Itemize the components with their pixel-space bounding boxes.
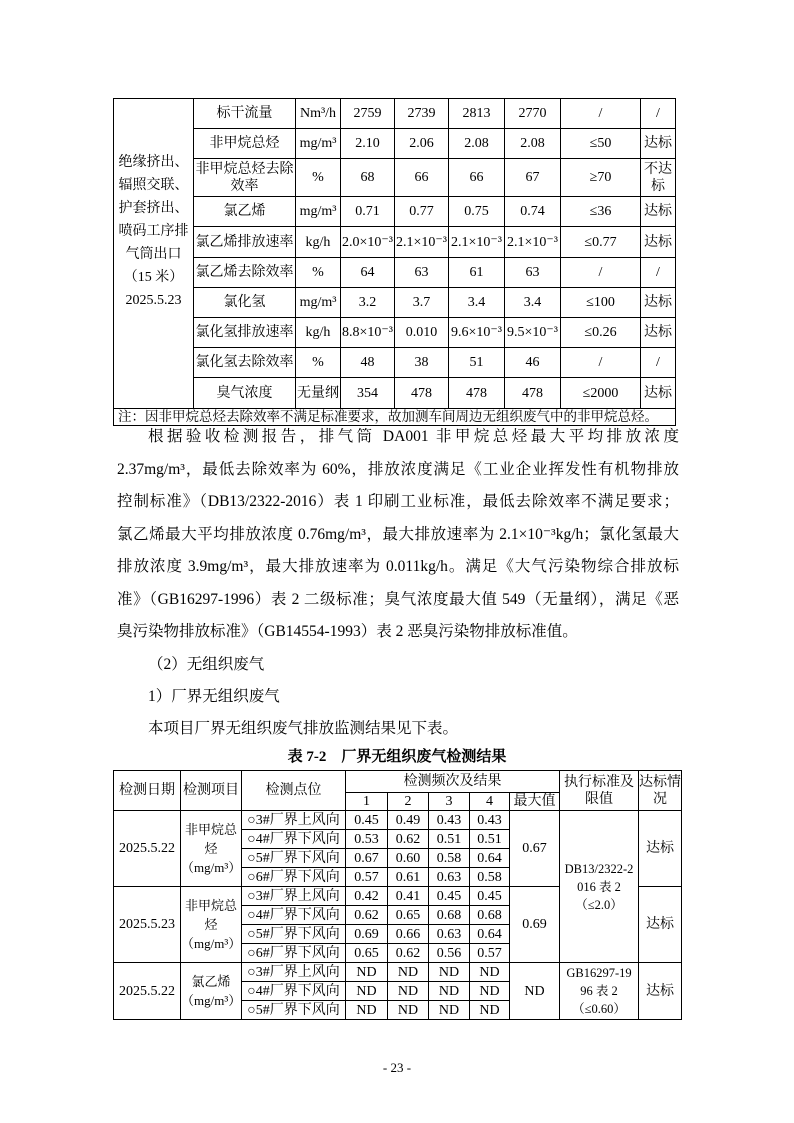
item-cell: 氯乙烯 （mg/m³） xyxy=(181,963,242,1020)
value-cell: 0.63 xyxy=(429,868,470,887)
standard-cell: ≥70 xyxy=(561,159,641,197)
value-cell: 0.60 xyxy=(388,849,429,868)
value-cell: 0.62 xyxy=(388,830,429,849)
point-cell: ○6#厂界下风向 xyxy=(242,944,346,963)
value-cell: 0.57 xyxy=(346,868,388,887)
max-cell: ND xyxy=(510,963,560,1020)
conclusion-paragraph xyxy=(117,421,679,649)
table-row xyxy=(114,159,676,197)
value-cell: 0.77 xyxy=(395,197,449,227)
conclusion-line: 臭污染物排放标准》（GB14554-1993）表 2 恶臭污染物排放标准值。 xyxy=(117,623,578,640)
unit-cell: % xyxy=(296,258,341,288)
standard-cell: ≤100 xyxy=(561,288,641,318)
point-cell: ○3#厂界上风向 xyxy=(242,887,346,906)
value-cell: 63 xyxy=(395,258,449,288)
value-cell: ND xyxy=(470,982,510,1001)
value-cell: 0.65 xyxy=(388,906,429,925)
monitoring-location-cell: 绝缘挤出、 辐照交联、 护套挤出、 喷码工序排 气筒出口 （15 米） 2025.5.23 xyxy=(114,99,194,409)
value-cell: 46 xyxy=(505,348,561,378)
point-cell: ○4#厂界下风向 xyxy=(242,982,346,1001)
date-cell: 2025.5.22 xyxy=(114,811,181,887)
section-heading: （2）无组织废气 xyxy=(148,656,265,673)
table-row xyxy=(114,99,676,129)
value-cell: 66 xyxy=(395,159,449,197)
unit-cell: % xyxy=(296,348,341,378)
value-cell: 0.64 xyxy=(470,925,510,944)
result-cell: 达标 xyxy=(639,811,682,887)
table-row xyxy=(114,811,682,830)
value-cell: 0.58 xyxy=(470,868,510,887)
boundary-emission-table xyxy=(113,770,682,1020)
value-cell: 0.65 xyxy=(346,944,388,963)
parameter-cell: 臭气浓度 xyxy=(194,378,296,409)
standard-cell: ≤0.77 xyxy=(561,227,641,258)
value-cell: 0.71 xyxy=(341,197,395,227)
value-cell: 0.62 xyxy=(346,906,388,925)
table-row xyxy=(114,378,676,409)
subsection-heading: 1）厂界无组织废气 xyxy=(148,688,280,705)
result-cell: 达标 xyxy=(639,887,682,963)
parameter-cell: 非甲烷总烃 xyxy=(194,129,296,159)
header-date: 检测日期 xyxy=(114,771,181,811)
value-cell: 9.6×10⁻³ xyxy=(449,318,505,348)
parameter-cell: 氯乙烯排放速率 xyxy=(194,227,296,258)
value-cell: 2770 xyxy=(505,99,561,129)
header-row xyxy=(114,771,682,793)
value-cell: 0.010 xyxy=(395,318,449,348)
table-row xyxy=(114,227,676,258)
value-cell: ND xyxy=(346,963,388,982)
value-cell: 2739 xyxy=(395,99,449,129)
table-row xyxy=(114,197,676,227)
value-cell: 3.4 xyxy=(449,288,505,318)
value-cell: 0.51 xyxy=(470,830,510,849)
value-cell: 0.74 xyxy=(505,197,561,227)
table-note: 注：因非甲烷总烃去除效率不满足标准要求，故加测车间周边无组织废气中的非甲烷总烃。 xyxy=(114,409,676,426)
value-cell: 2759 xyxy=(341,99,395,129)
value-cell: 478 xyxy=(449,378,505,409)
header-result: 达标情况 xyxy=(639,771,682,811)
parameter-cell: 氯化氢 xyxy=(194,288,296,318)
unit-cell: kg/h xyxy=(296,227,341,258)
value-cell: 3.2 xyxy=(341,288,395,318)
point-cell: ○4#厂界下风向 xyxy=(242,830,346,849)
value-cell: 0.67 xyxy=(346,849,388,868)
value-cell: 3.7 xyxy=(395,288,449,318)
value-cell: ND xyxy=(429,1001,470,1020)
value-cell: ND xyxy=(346,982,388,1001)
result-cell: 达标 xyxy=(641,288,676,318)
unit-cell: % xyxy=(296,159,341,197)
value-cell: 51 xyxy=(449,348,505,378)
result-cell: 达标 xyxy=(641,318,676,348)
point-cell: ○6#厂界下风向 xyxy=(242,868,346,887)
table-row xyxy=(114,288,676,318)
result-cell: 达标 xyxy=(639,963,682,1020)
standard-cell: ≤50 xyxy=(561,129,641,159)
value-cell: 0.56 xyxy=(429,944,470,963)
value-cell: 8.8×10⁻³ xyxy=(341,318,395,348)
value-cell: 2813 xyxy=(449,99,505,129)
point-cell: ○5#厂界下风向 xyxy=(242,1001,346,1020)
point-cell: ○3#厂界上风向 xyxy=(242,811,346,830)
result-cell: 达标 xyxy=(641,227,676,258)
table-header xyxy=(114,771,682,811)
header-item: 检测项目 xyxy=(181,771,242,811)
value-cell: 0.58 xyxy=(429,849,470,868)
result-cell: / xyxy=(641,258,676,288)
unit-cell: Nm³/h xyxy=(296,99,341,129)
table-title: 表 7-2 厂界无组织废气检测结果 xyxy=(287,749,507,765)
table-row xyxy=(114,963,682,982)
value-cell: ND xyxy=(388,982,429,1001)
value-cell: 67 xyxy=(505,159,561,197)
value-cell: 0.66 xyxy=(388,925,429,944)
conclusion-line: 2.37mg/m³，最低去除效率为 60%，排放浓度满足《工业企业挥发性有机物排放 xyxy=(117,460,679,478)
header-max: 最大值 xyxy=(510,793,560,811)
intro-text: 本项目厂界无组织废气排放监测结果见下表。 xyxy=(148,720,459,737)
value-cell: 38 xyxy=(395,348,449,378)
value-cell: 66 xyxy=(449,159,505,197)
boundary-table-body xyxy=(114,811,682,1020)
standard-cell: ≤0.26 xyxy=(561,318,641,348)
value-cell: 0.63 xyxy=(429,925,470,944)
value-cell: 2.1×10⁻³ xyxy=(449,227,505,258)
exhaust-monitoring-table xyxy=(113,98,676,426)
value-cell: 0.51 xyxy=(429,830,470,849)
value-cell: 0.68 xyxy=(470,906,510,925)
value-cell: 2.1×10⁻³ xyxy=(505,227,561,258)
value-cell: 0.45 xyxy=(429,887,470,906)
unit-cell: mg/m³ xyxy=(296,129,341,159)
standard-cell: ≤36 xyxy=(561,197,641,227)
result-cell: 达标 xyxy=(641,129,676,159)
parameter-cell: 标干流量 xyxy=(194,99,296,129)
value-cell: 0.57 xyxy=(470,944,510,963)
value-cell: 0.62 xyxy=(388,944,429,963)
max-cell: 0.67 xyxy=(510,811,560,887)
header-freq-2: 2 xyxy=(388,793,429,811)
standard-cell: ≤2000 xyxy=(561,378,641,409)
value-cell: 3.4 xyxy=(505,288,561,318)
table-row xyxy=(114,129,676,159)
table-row xyxy=(114,318,676,348)
value-cell: 0.75 xyxy=(449,197,505,227)
standard-cell: GB16297-19 96 表 2 （≤0.60） xyxy=(560,963,639,1020)
conclusion-line: 氯乙烯最大平均排放浓度 0.76mg/m³，最大排放速率为 2.1×10⁻³kg/h；氯化氢最大 xyxy=(117,525,679,543)
unit-cell: 无量纲 xyxy=(296,378,341,409)
value-cell: 2.10 xyxy=(341,129,395,159)
point-cell: ○3#厂界上风向 xyxy=(242,963,346,982)
value-cell: 0.53 xyxy=(346,830,388,849)
date-cell: 2025.5.23 xyxy=(114,887,181,963)
value-cell: 0.41 xyxy=(388,887,429,906)
value-cell: 0.68 xyxy=(429,906,470,925)
value-cell: ND xyxy=(470,963,510,982)
result-cell: / xyxy=(641,99,676,129)
value-cell: 2.06 xyxy=(395,129,449,159)
header-freq-4: 4 xyxy=(470,793,510,811)
value-cell: 0.61 xyxy=(388,868,429,887)
value-cell: 0.69 xyxy=(346,925,388,944)
result-cell: 不达标 xyxy=(641,159,676,197)
value-cell: 0.45 xyxy=(470,887,510,906)
value-cell: 0.42 xyxy=(346,887,388,906)
conclusion-line: 排放浓度 3.9mg/m³，最大排放速率为 0.011kg/h。满足《大气污染物综合排放标 xyxy=(117,558,679,575)
result-cell: / xyxy=(641,348,676,378)
max-cell: 0.69 xyxy=(510,887,560,963)
value-cell: 64 xyxy=(341,258,395,288)
header-freq-1: 1 xyxy=(346,793,388,811)
value-cell: 0.45 xyxy=(346,811,388,830)
value-cell: ND xyxy=(388,1001,429,1020)
table-row xyxy=(114,258,676,288)
value-cell: 68 xyxy=(341,159,395,197)
exhaust-table-body xyxy=(114,99,676,426)
value-cell: 354 xyxy=(341,378,395,409)
parameter-cell: 氯化氢排放速率 xyxy=(194,318,296,348)
standard-cell: / xyxy=(561,348,641,378)
value-cell: 0.64 xyxy=(470,849,510,868)
parameter-cell: 非甲烷总烃去除效率 xyxy=(194,159,296,197)
date-cell: 2025.5.22 xyxy=(114,963,181,1020)
item-cell: 非甲烷总 烃 （mg/m³） xyxy=(181,887,242,963)
standard-cell: / xyxy=(561,99,641,129)
value-cell: 9.5×10⁻³ xyxy=(505,318,561,348)
value-cell: 63 xyxy=(505,258,561,288)
unit-cell: kg/h xyxy=(296,318,341,348)
value-cell: 478 xyxy=(395,378,449,409)
header-frequency-results: 检测频次及结果 xyxy=(346,771,560,793)
value-cell: ND xyxy=(429,963,470,982)
unit-cell: mg/m³ xyxy=(296,288,341,318)
value-cell: ND xyxy=(429,982,470,1001)
parameter-cell: 氯乙烯 xyxy=(194,197,296,227)
unit-cell: mg/m³ xyxy=(296,197,341,227)
point-cell: ○5#厂界下风向 xyxy=(242,849,346,868)
header-point: 检测点位 xyxy=(242,771,346,811)
point-cell: ○4#厂界下风向 xyxy=(242,906,346,925)
parameter-cell: 氯乙烯去除效率 xyxy=(194,258,296,288)
value-cell: 0.49 xyxy=(388,811,429,830)
point-cell: ○5#厂界下风向 xyxy=(242,925,346,944)
standard-cell: / xyxy=(561,258,641,288)
value-cell: 61 xyxy=(449,258,505,288)
table-row xyxy=(114,348,676,378)
value-cell: 0.43 xyxy=(429,811,470,830)
item-cell: 非甲烷总 烃 （mg/m³） xyxy=(181,811,242,887)
standard-cell: DB13/2322-2 016 表 2 （≤2.0） xyxy=(560,811,639,963)
value-cell: 2.08 xyxy=(505,129,561,159)
value-cell: 0.43 xyxy=(470,811,510,830)
value-cell: 2.1×10⁻³ xyxy=(395,227,449,258)
value-cell: 2.0×10⁻³ xyxy=(341,227,395,258)
value-cell: ND xyxy=(388,963,429,982)
page-number: - 23 - xyxy=(382,1060,412,1075)
result-cell: 达标 xyxy=(641,197,676,227)
conclusion-line: 根据验收检测报告，排气筒 DA001 非甲烷总烃最大平均排放浓度 xyxy=(148,428,679,445)
value-cell: ND xyxy=(346,1001,388,1020)
value-cell: 478 xyxy=(505,378,561,409)
value-cell: ND xyxy=(470,1001,510,1020)
value-cell: 48 xyxy=(341,348,395,378)
conclusion-line: 准》（GB16297-1996）表 2 二级标准；臭气浓度最大值 549（无量纲），满足《恶 xyxy=(117,590,679,608)
result-cell: 达标 xyxy=(641,378,676,409)
parameter-cell: 氯化氢去除效率 xyxy=(194,348,296,378)
conclusion-line: 控制标准》（DB13/2322-2016）表 1 印刷工业标准，最低去除效率不满足要求； xyxy=(117,493,679,510)
header-standard: 执行标准及限值 xyxy=(560,771,639,811)
header-freq-3: 3 xyxy=(429,793,470,811)
value-cell: 2.08 xyxy=(449,129,505,159)
